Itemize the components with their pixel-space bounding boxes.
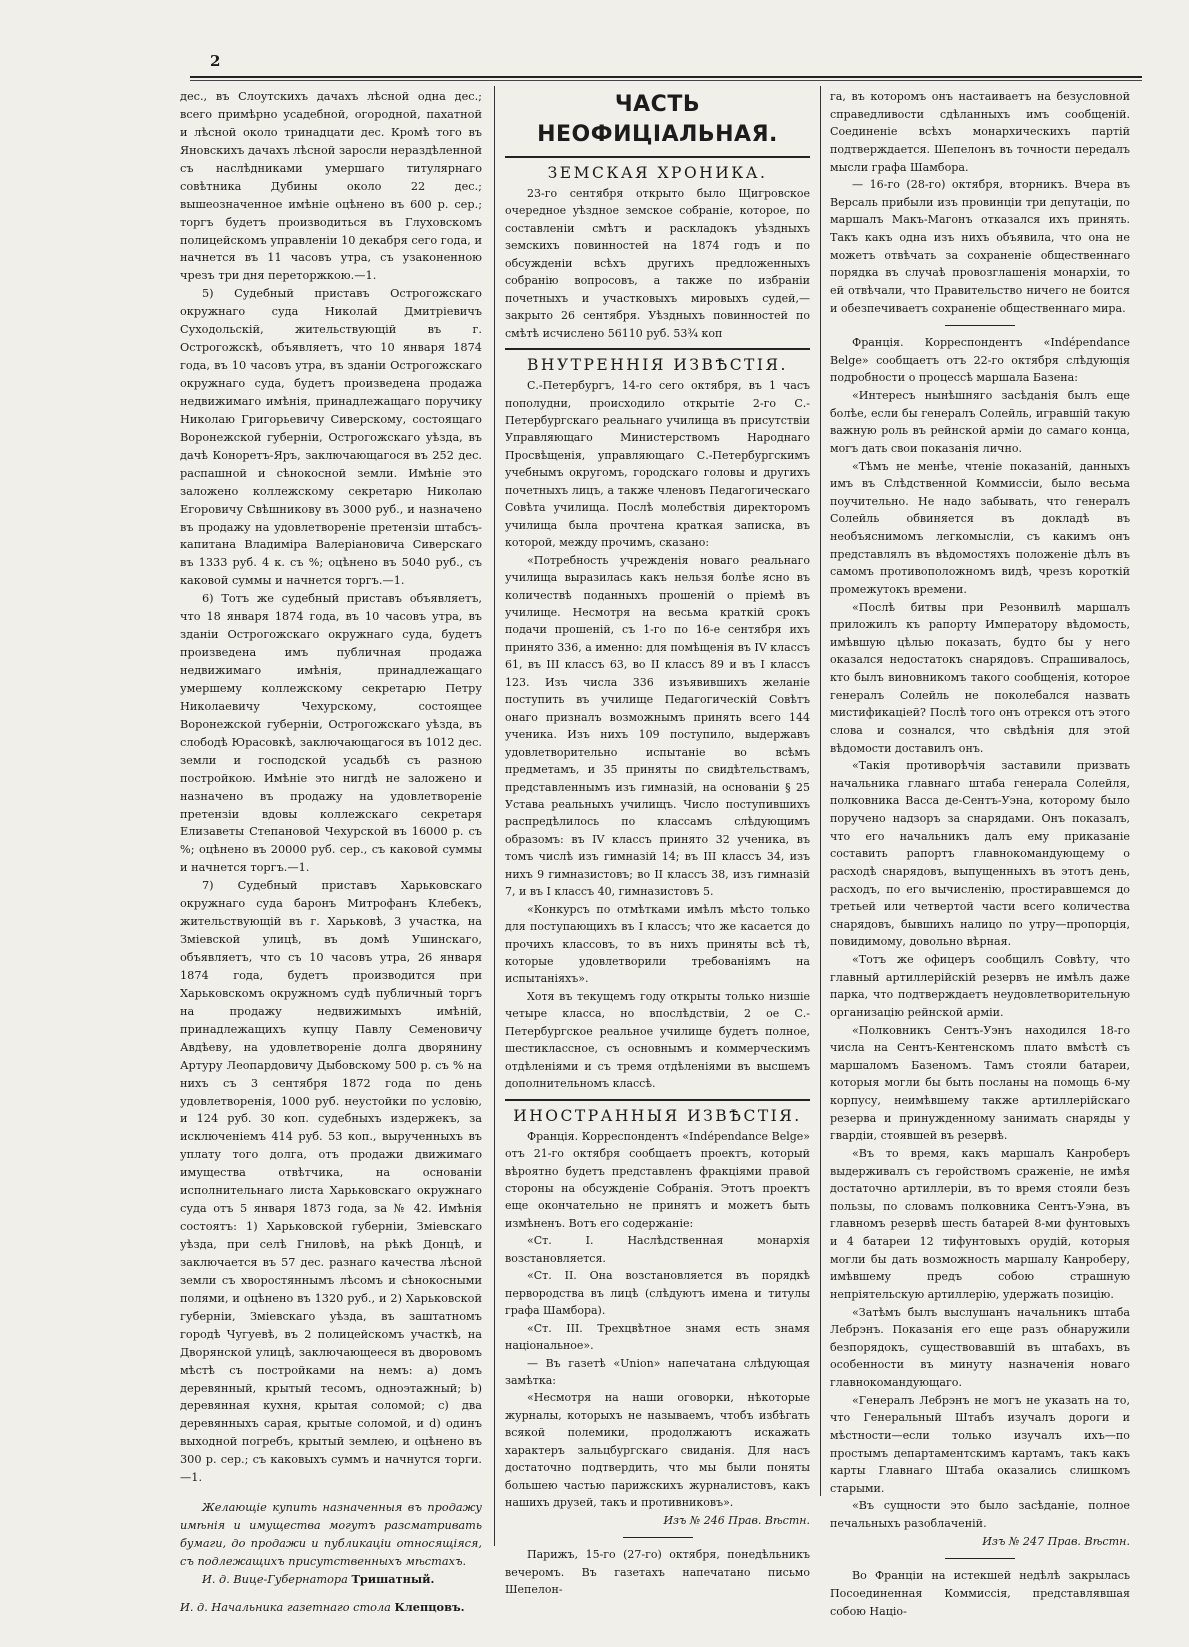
- vnutr-paragraph: Хотя въ текущемъ году открыты только низшіе четыре класса, но впослѣдствіи, 2 ое С.-Петербургское реальное училище будетъ полное, шестиклассное, съ основнымъ и коммерческимъ отдѣленіями и съ тремя отдѣленіями въ высшемъ дополнительномъ классѣ.: [505, 989, 810, 1091]
- signature-role: И. д. Начальника газетнаго стола: [180, 1600, 391, 1614]
- signature-name: Клепцовъ.: [394, 1599, 465, 1614]
- paris-paragraph: Парижъ, 15-го (27-го) октября, понедѣльникъ вечеромъ. Въ газетахъ напечатано письмо Шепелон-: [505, 1548, 810, 1596]
- inostr-paragraph: «Несмотря на наши оговорки, нѣкоторые журналы, которыхъ не называемъ, чтобъ избѣгать всякой полемики, продолжаютъ искажать характеръ зальцбургскаго свиданія. Для насъ достаточно подтвердить, что мы были поняты большею частью парижскихъ журналистовъ, какъ нашихъ друзей, такъ и противниковъ».: [505, 1391, 810, 1510]
- vnutr-paragraph: «Потребность учрежденія новаго реальнаго училища выразилась какъ нельзя болѣе ясно въ количествѣ поданныхъ прошеній о пріемѣ въ училище. Несмотря на весьма краткій срокъ подачи прошеній, съ 1-го по 16-е сентября ихъ принято 336, а именно: для помѣщенія въ IV классъ 61, въ III классъ 63, во II классъ 89 и въ I классъ 123. Изъ числа 336 изъявившихъ желаніе поступить въ училище Педагогическій Совѣтъ онаго призналъ возможнымъ принять всего 144 ученика. Изъ нихъ 109 поступило, выдержавъ удовлетворительно испытаніе во всѣмъ предметамъ, и 35 приняты по свидѣтельствамъ, представленнымъ изъ гимназій, на основаніи § 25 Устава реальныхъ училищъ. Число поступившихъ распредѣлилось по классамъ слѣдующимъ образомъ: въ IV классъ принято 32 ученика, въ томъ числѣ изъ гимназій 14; въ III классъ 34, изъ нихъ 9 гимназистовъ; во II классъ 38, изъ гимназій 7, и въ I классъ 40, гимназистовъ 5.: [505, 553, 810, 899]
- notice-7: 7) Судебный приставъ Харьковскаго окружнаго суда баронъ Митрофанъ Клебекъ, жительствующій въ г. Харьковѣ, 3 участка, на Змiевской улицѣ, въ домѣ Ушинскаго, объявляетъ, что съ 10 часовъ утра, 26 января 1874 года, будетъ производится при Харьковскомъ окружномъ судѣ публичный торгъ на продажу недвижимыхъ имѣній, принадлежащихъ купцу Павлу Семеновичу Авдѣеву, на удовлетвореніе долга дворянину Артуру Леопардовичу Дыбовскому 500 р. съ % на нихъ съ 3 сентября 1872 года по день удовлетворенія, 1000 руб. неустойки по условію, и 124 руб. 30 коп. судебныхъ издержекъ, за исключеніемъ 414 руб. 53 коп., вырученныхъ въ уплату того долга, отъ продажи движимаго имущества отвѣтчика, на основаніи исполнительнаго листа Харьковскаго окружнаго суда отъ 5 января 1873 года, за № 42. Имѣнія состоятъ: 1) Харьковской губерніи, Змiевскаго уѣзда, при селѣ Гниловѣ, на рѣкѣ Донцѣ, и заключается въ 57 дес. разнаго качества лѣсной земли съ хворостяннымъ лѣсомъ и сѣнокосными полями, и оцѣнено въ 1320 руб., и 2) Харьковской губерніи, Змiевскаго уѣзда, въ заштатномъ городѣ Чугуевѣ, въ 2 полицейскомъ участкѣ, на Дворянской улицѣ, заключающееся въ дворовомъ мѣстѣ съ постройками на немъ: a) домъ деревянный, крытый тесомъ, одноэтажный; b) деревянная кухня, крытая соломой; c) два деревянныхъ сарая, крытые соломой, и d) одинъ выходной погребъ, крытый землею, и оцѣнено въ 300 р. сер.; съ каковыхъ суммъ и начнутся торги.—1.: [180, 879, 482, 1485]
- france-paragraph: «Тотъ же офицеръ сообщилъ Совѣту, что главный артиллерійскій резервъ не имѣлъ даже парка, что подтверждаетъ неудовлетворительную организацію рейнской арміи.: [830, 953, 1130, 1019]
- page-number: 2: [210, 52, 221, 70]
- notice-footer-note: Желающіе купить назначенныя въ продажу имѣнія и имущества могутъ разсматривать бумаги, до продажи и публикаціи относящіяся, съ подлежащихъ присутственныхъ мѣстахъ.: [180, 1501, 482, 1568]
- signature-role: И. д. Вице-Губернатора: [202, 1572, 348, 1586]
- france-paragraph: Франція. Корреспондентъ «Indépendance Belge» сообщаетъ отъ 22-го октября слѣдующія подробности о процессѣ маршала Базена:: [830, 336, 1130, 385]
- inostr-paragraph: Франція. Корреспондентъ «Indépendance Belge» отъ 21-го октября сообщаетъ проектъ, который вѣроятно будетъ представленъ фракціями правой стороны на обсужденіе Собранія. Этотъ проектъ еще окончательно не принятъ и можетъ быть измѣненъ. Вотъ его содержаніе:: [505, 1129, 810, 1230]
- inostr-paragraph: — Въ газетѣ «Union» напечатана слѣдующая замѣтка:: [505, 1356, 810, 1387]
- france-paragraph: «Тѣмъ не менѣе, чтеніе показаній, данныхъ имъ въ Слѣдственной Коммиссіи, было весьма поучительно. Не надо забывать, что генералъ Солейль обвиняется въ докладѣ въ необъяснимомъ легкомысліи, съ какимъ онъ представлялъ въ вѣдомостяхъ положеніе дѣлъ въ самомъ противоположномъ видѣ, чрезъ короткій промежутокъ времени.: [830, 459, 1130, 596]
- short-rule: [945, 1558, 1015, 1559]
- last-paragraph: Во Франціи на истекшей недѣлѣ закрылась Посоединенная Коммиссія, представлявшая собою Націо-: [830, 1569, 1130, 1618]
- header-rule: [190, 76, 1142, 78]
- vnutr-paragraph: С.-Петербургъ, 14-го сего октября, въ 1 часъ пополудни, происходило открытіе 2-го С.-Петербургскаго реальнаго училища въ присутствіи Управляющаго Министерствомъ Народнаго Просвѣщенія, управляющаго С.-Петербургскимъ учебнымъ округомъ, городскаго головы и другихъ почетныхъ лицъ, а также членовъ Педагогическаго Совѣта училища. Послѣ молебствія директоромъ училища была прочтена краткая записка, въ которой, между прочимъ, сказано:: [505, 379, 810, 550]
- france-paragraph: «Такія противорѣчія заставили призвать начальника главнаго штаба генерала Солейля, полковника Васса де-Сентъ-Уэна, которому было поручено надзоръ за снарядами. Онъ показалъ, что его начальникъ далъ ему приказаніе составить рапортъ главнокомандующему о расходѣ снарядовъ, выпущенныхъ въ этотъ день, расходъ, по его вычисленію, простиравшемся до третьей или четвертой части всего количества снарядовъ, бывшихъ налицо по утру—пропорція, повидимому, довольно вѣрная.: [830, 759, 1130, 949]
- zemskaya-text: 23-го сентября открыто было Щигровское очередное уѣздное земское собраніе, которое, по составленіи смѣтъ и раскладокъ уѣздныхъ земскихъ повинностей на 1874 годъ и по обсужденіи всѣхъ другихъ предложенныхъ собранію вопросовъ, а также по избраніи почетныхъ и участковыхъ мировыхъ судей,—закрыто 26 сентября. Уѣздныхъ повинностей по смѣтѣ исчислено 56110 руб. 53¾ коп: [505, 187, 810, 340]
- france-paragraph: «Полковникъ Сентъ-Уэнъ находился 18-го числа на Сентъ-Кентенскомъ плато вмѣстѣ съ маршаломъ Базеномъ. Тамъ стояли батареи, которыя могли бы быть посланы на помощь 6-му корпусу, неимѣвшему также артиллерійскаго резерва и принужденному занимать снаряды у гвардіи, стоявшей въ резервѣ.: [830, 1023, 1130, 1143]
- vnutr-paragraph: «Конкурсъ по отмѣтками имѣлъ мѣсто только для поступающихъ въ I классъ; что же касается до прочихъ классовъ, то въ нихъ приняты всѣ тѣ, которые удовлетворили требованіямъ на испытаніяхъ».: [505, 902, 810, 986]
- section-rule: [505, 1099, 810, 1101]
- signature-vice-governor: [180, 1571, 482, 1589]
- inostr-heading: ИНОСТРАННЫЯ ИЗВѢСТІЯ.: [513, 1106, 802, 1125]
- versal-paragraph: — 16-го (28-го) октября, вторникъ. Вчера въ Версаль прибыли изъ провинціи три депутаціи, по маршалъ Макъ-Магонъ отказался ихъ принять. Такъ какъ одна изъ нихъ объявила, что она не можетъ отвѣчать за сохраненіе общественнаго порядка въ случаѣ провозглашенія монархіи, то ей отвѣчали, что Правительство ничего не боится и обезпечиваетъ сохраненіе общественнаго мира.: [830, 178, 1130, 315]
- inostr-paragraph: «Ст. I. Наслѣдственная монархія возстановляется.: [505, 1234, 810, 1265]
- column-1: [180, 88, 482, 1617]
- france-paragraph: «Генералъ Лебрэнъ не могъ не указать на то, что Генеральный Штабъ изучалъ дороги и мѣстности—если только изучалъ ихъ—по простымъ департаментскимъ картамъ, такъ какъ карты Главнаго Штаба оказались слишкомъ старыми.: [830, 1393, 1130, 1495]
- column-divider-1: [494, 86, 495, 1546]
- source-citation: Изъ № 247 Прав. Вѣстн.: [982, 1534, 1130, 1548]
- france-paragraph: «Въ сущности это было засѣданіе, полное печальныхъ разоблаченій.: [830, 1499, 1130, 1530]
- paragraph-continued: дес., въ Слоутскихъ дачахъ лѣсной одна дес.; всего примѣрно усадебной, огородной, пахатной и лѣсной около тринадцати дес. Кромѣ того въ Яновскихъ дачахъ лѣсной заросли нераздѣленной съ наслѣдниками умершаго титулярнаго совѣтника Дубины около 22 дес.; вышеозначенное имѣніе оцѣнено въ 600 р. сер.; торгъ будетъ производиться въ Глуховскомъ полицейскомъ управленіи 10 декабря сего года, и начнется въ 11 часовъ утра, съ узаконенною чрезъ три дня переторжкою.—1.: [180, 90, 482, 283]
- notice-5: 5) Судебный приставъ Острогожскаго окружнаго суда Николай Дмитріевичъ Суходольскій, жительствующій въ г. Острогожскѣ, объявляетъ, что 10 января 1874 года, въ 10 часовъ утра, въ зданіи Острогожскаго окружнаго суда, будетъ произведена продажа недвижимаго имѣнія, принадлежащаго поручику Николаю Григорьевичу Сиверскому, состоящаго Воронежской губерніи, Острогожскаго уѣзда, въ дачѣ Коноретъ-Яръ, заключающагося въ 252 дес. распашной и сѣнокосной земли. Имѣніе это заложено коллежскому секретарю Николаю Егоровичу Свѣшникову въ 3000 руб., и назначено въ продажу на удовлетвореніе претензіи штабсъ-капитана Владиміра Валеріановича Сиверскаго въ 1333 руб. 4 к. съ %; оцѣнено въ 5040 руб., съ каковой суммы и начнется торгъ.—1.: [180, 287, 482, 588]
- notice-6: 6) Тотъ же судебный приставъ объявляетъ, что 18 января 1874 года, въ 10 часовъ утра, въ зданіи Острогожскаго окружнаго суда, будетъ произведена имъ публичная продажа недвижимаго имѣнія, принадлежащаго умершему коллежскому секретарю Петру Николаевичу Чехурскому, состоящее Воронежской губерніи, Острогожскаго уѣзда, въ слободѣ Юрасовкѣ, заключающагося въ 1012 дес. земли и господской усадьбѣ съ разною постройкою. Имѣніе это нигдѣ не заложено и назначено въ продажу на удовлетвореніе претензіи вдовы коллежскаго секретаря Елизаветы Степановой Чехурской въ 16000 р. съ %; оцѣнено въ 20000 руб. сер., съ каковой суммы и начнется торгъ.—1.: [180, 592, 482, 875]
- france-paragraph: «Въ то время, какъ маршалъ Канроберъ выдерживалъ съ геройствомъ сраженіе, не имѣя достаточно артиллеріи, въ то время стояли безъ пользы, по словамъ полковника Сентъ-Уэна, въ главномъ резервѣ шесть батарей 8-ми фунтовыхъ и 4 батареи 12 тифунтовыхъ орудій, которыя могли бы дать возможность маршалу Канроберу, имѣвшему предъ собою страшную непріятельскую артиллерію, удержать позицію.: [830, 1146, 1130, 1301]
- signature-name: Тришатный.: [351, 1571, 435, 1586]
- france-paragraph: «Затѣмъ былъ выслушанъ начальникъ штаба Лебрэнъ. Показанія его еще разъ обнаружили безпорядокъ, существовавшій въ штабахъ, въ особенности въ минуту назначенія новаго главнокомандующаго.: [830, 1305, 1130, 1389]
- paragraph-continued: га, въ которомъ онъ настаиваетъ на безусловной справедливости сдѣланныхъ имъ сообщеній. Соединеніе всѣхъ монархическихъ партій подтверждается. Шепелонъ въ точности передалъ мысли графа Шамбора.: [830, 90, 1130, 174]
- france-paragraph: «Интересъ нынѣшняго засѣданія былъ еще болѣе, если бы генералъ Солейль, игравшій такую важную роль въ рейнской арміи до самаго конца, могъ дать свои показанія лично.: [830, 389, 1130, 455]
- section-title: ЧАСТЬ НЕОФИЦІАЛЬНАЯ.: [537, 92, 778, 147]
- column-3: [830, 88, 1130, 1620]
- header-rule-thin: [190, 80, 1142, 81]
- column-divider-2: [820, 86, 821, 1496]
- short-rule: [623, 1537, 693, 1538]
- vnutr-heading: ВНУТРЕННІЯ ИЗВѢСТІЯ.: [527, 356, 788, 375]
- section-rule: [505, 348, 810, 350]
- short-rule: [945, 325, 1015, 326]
- title-rule: [505, 156, 810, 158]
- zemskaya-heading: ЗЕМСКАЯ ХРОНИКА.: [547, 164, 768, 182]
- inostr-paragraph: «Ст. III. Трехцвѣтное знамя есть знамя національное».: [505, 1321, 810, 1353]
- source-citation: Изъ № 246 Прав. Вѣстн.: [663, 1513, 810, 1527]
- column-2: [505, 88, 810, 1598]
- inostr-paragraph: «Ст. II. Она возстановляется въ порядкѣ первородства въ лицѣ (слѣдуютъ имена и титулы графа Шамбора).: [505, 1269, 810, 1318]
- france-paragraph: «Послѣ битвы при Резонвилѣ маршалъ приложилъ къ рапорту Императору вѣдомость, имѣвшую цѣлью показать, будто бы у него оказался недостатокъ снарядовъ. Спрашивалось, кто былъ виновникомъ такого сообщенія, которое генералъ Солейль не поколебался назвать мистификаціей? Послѣ того онъ отрекся отъ этого слова и сознался, что свѣдѣнія для этой вѣдомости доставилъ онъ.: [830, 600, 1130, 755]
- signature-desk-chief: [180, 1599, 482, 1617]
